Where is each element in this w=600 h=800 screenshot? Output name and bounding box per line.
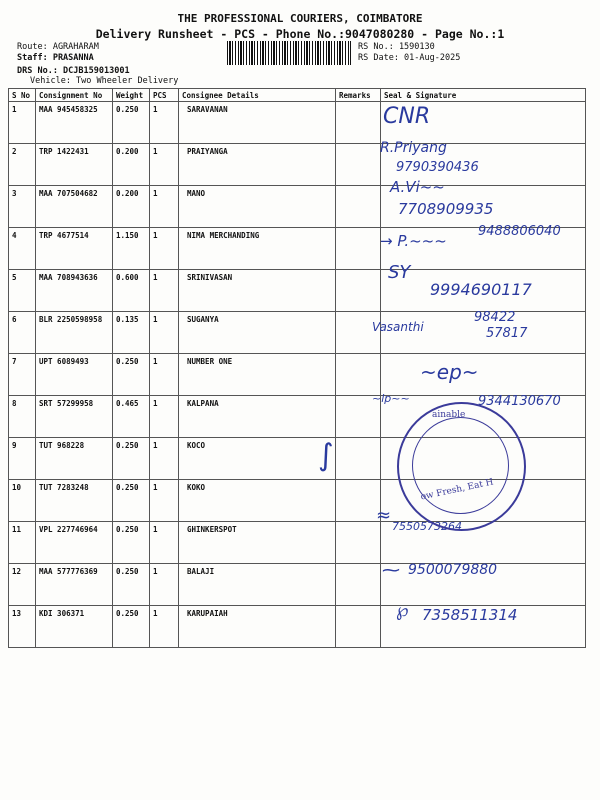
hw-phone-6b: 57817 <box>486 326 528 341</box>
row-consignee: NUMBER ONE <box>179 354 336 396</box>
table-row <box>9 186 586 228</box>
row-consignment-no: MAA 945458325 <box>36 102 113 144</box>
row-sno: 11 <box>9 522 36 564</box>
row-weight: 0.200 <box>113 144 150 186</box>
signature-scribble-7: ~ep~ <box>420 360 479 384</box>
row-pcs: 1 <box>150 312 179 354</box>
row-remarks <box>336 354 381 396</box>
row-consignee: GHINKERSPOT <box>179 522 336 564</box>
hw-name-2: R.Priyang <box>380 140 447 156</box>
row-remarks <box>336 480 381 522</box>
row-signature <box>381 354 586 396</box>
row-remarks <box>336 270 381 312</box>
row-consignment-no: VPL 227746964 <box>36 522 113 564</box>
runsheet-table <box>8 88 586 648</box>
rs-number: RS No.: 1590130 <box>358 42 435 52</box>
col-sno: S No <box>9 89 36 102</box>
row-consignee: BALAJI <box>179 564 336 606</box>
row-remarks <box>336 606 381 648</box>
hw-phone-8: 9344130670 <box>478 394 561 409</box>
row-weight: 0.250 <box>113 606 150 648</box>
hw-phone-2: 9790390436 <box>396 160 479 175</box>
row-sno: 8 <box>9 396 36 438</box>
row-consignment-no: TRP 1422431 <box>36 144 113 186</box>
row-sno: 3 <box>9 186 36 228</box>
row-pcs: 1 <box>150 606 179 648</box>
row-pcs: 1 <box>150 354 179 396</box>
row-weight: 0.250 <box>113 522 150 564</box>
vehicle-label: Vehicle: Two Wheeler Delivery <box>30 76 179 86</box>
col-consignee: Consignee Details <box>179 89 336 102</box>
row-sno: 5 <box>9 270 36 312</box>
row-weight: 1.150 <box>113 228 150 270</box>
company-title: THE PROFESSIONAL COURIERS, COIMBATORE <box>177 12 423 25</box>
row-pcs: 1 <box>150 396 179 438</box>
row-consignee: SARAVANAN <box>179 102 336 144</box>
hw-phone-4: 9488806040 <box>478 224 561 239</box>
row-remarks <box>336 522 381 564</box>
col-signature: Seal & Signature <box>381 89 586 102</box>
row-pcs: 1 <box>150 480 179 522</box>
row-pcs: 1 <box>150 438 179 480</box>
row-pcs: 1 <box>150 102 179 144</box>
row-pcs: 1 <box>150 564 179 606</box>
signature-scribble-5: SY <box>388 262 411 283</box>
hw-phone-6a: 98422 <box>474 310 516 325</box>
hw-phone-5: 9994690117 <box>430 280 532 299</box>
signature-scribble-13: ℘ <box>396 600 409 621</box>
table-row <box>9 144 586 186</box>
signature-scribble-11: ≈ <box>376 505 392 526</box>
row-consignment-no: TRP 4677514 <box>36 228 113 270</box>
row-weight: 0.250 <box>113 480 150 522</box>
col-pcs: PCS <box>150 89 179 102</box>
row-consignee: KOKO <box>179 480 336 522</box>
row-sno: 7 <box>9 354 36 396</box>
signature-scribble-4: → P.~~~ <box>380 232 447 250</box>
row-weight: 0.465 <box>113 396 150 438</box>
row-weight: 0.250 <box>113 438 150 480</box>
stamp-text-top: ainable <box>432 410 466 420</box>
hw-phone-3: 7708909935 <box>398 200 494 218</box>
row-consignee: KOCO <box>179 438 336 480</box>
row-weight: 0.250 <box>113 354 150 396</box>
row-consignment-no: BLR 2250598958 <box>36 312 113 354</box>
row-remarks <box>336 228 381 270</box>
staff-label: Staff: PRASANNA <box>17 53 94 63</box>
stamp-text-bottom: ow Fresh, Eat H <box>419 477 495 503</box>
table-row <box>9 564 586 606</box>
table-row <box>9 522 586 564</box>
row-remarks <box>336 564 381 606</box>
signature-scribble-8: ~lp~~ <box>372 392 410 405</box>
row-consignment-no: KDI 306371 <box>36 606 113 648</box>
row-consignment-no: MAA 708943636 <box>36 270 113 312</box>
row-sno: 13 <box>9 606 36 648</box>
hw-phone-13: 7358511314 <box>422 606 518 624</box>
signature-scribble-12: ⁓ <box>382 560 400 581</box>
row-weight: 0.135 <box>113 312 150 354</box>
row-pcs: 1 <box>150 522 179 564</box>
row-remarks <box>336 144 381 186</box>
row-sno: 9 <box>9 438 36 480</box>
route-label: Route: AGRAHARAM <box>17 42 99 52</box>
barcode <box>227 41 351 65</box>
col-consignment: Consignment No <box>36 89 113 102</box>
col-remarks: Remarks <box>336 89 381 102</box>
drs-number: DRS No.: DCJB159013001 <box>17 66 130 76</box>
row-consignment-no: UPT 6089493 <box>36 354 113 396</box>
table-row <box>9 102 586 144</box>
row-consignment-no: MAA 577776369 <box>36 564 113 606</box>
row-sno: 1 <box>9 102 36 144</box>
row-consignee: NIMA MERCHANDING <box>179 228 336 270</box>
row-sno: 4 <box>9 228 36 270</box>
row-consignee: MANO <box>179 186 336 228</box>
row-consignee: PRAIYANGA <box>179 144 336 186</box>
row-consignment-no: MAA 707504682 <box>36 186 113 228</box>
row-consignment-no: TUT 968228 <box>36 438 113 480</box>
row-pcs: 1 <box>150 270 179 312</box>
row-weight: 0.250 <box>113 102 150 144</box>
row-pcs: 1 <box>150 186 179 228</box>
row-pcs: 1 <box>150 228 179 270</box>
row-weight: 0.250 <box>113 564 150 606</box>
rs-date: RS Date: 01-Aug-2025 <box>358 53 461 63</box>
row-remarks <box>336 438 381 480</box>
row-remarks <box>336 186 381 228</box>
row-consignee: KALPANA <box>179 396 336 438</box>
signature-scribble-1: CNR <box>383 104 431 129</box>
signature-scribble-9: ∫ <box>318 438 334 473</box>
row-consignment-no: SRT 57299958 <box>36 396 113 438</box>
row-weight: 0.200 <box>113 186 150 228</box>
hw-phone-11: 7550573264 <box>392 520 462 533</box>
row-sno: 2 <box>9 144 36 186</box>
row-sno: 12 <box>9 564 36 606</box>
table-row <box>9 354 586 396</box>
runsheet-subtitle: Delivery Runsheet - PCS - Phone No.:9047080280 - Page No.:1 <box>95 27 505 41</box>
row-sno: 6 <box>9 312 36 354</box>
row-pcs: 1 <box>150 144 179 186</box>
row-weight: 0.600 <box>113 270 150 312</box>
col-weight: Weight <box>113 89 150 102</box>
row-consignee: KARUPAIAH <box>179 606 336 648</box>
row-remarks <box>336 102 381 144</box>
row-sno: 10 <box>9 480 36 522</box>
hw-phone-12: 9500079880 <box>408 562 498 578</box>
row-consignee: SRINIVASAN <box>179 270 336 312</box>
row-consignment-no: TUT 7283248 <box>36 480 113 522</box>
row-consignee: SUGANYA <box>179 312 336 354</box>
signature-scribble-3: A.Vi~~ <box>390 178 445 196</box>
hw-name-6: Vasanthi <box>372 320 424 334</box>
